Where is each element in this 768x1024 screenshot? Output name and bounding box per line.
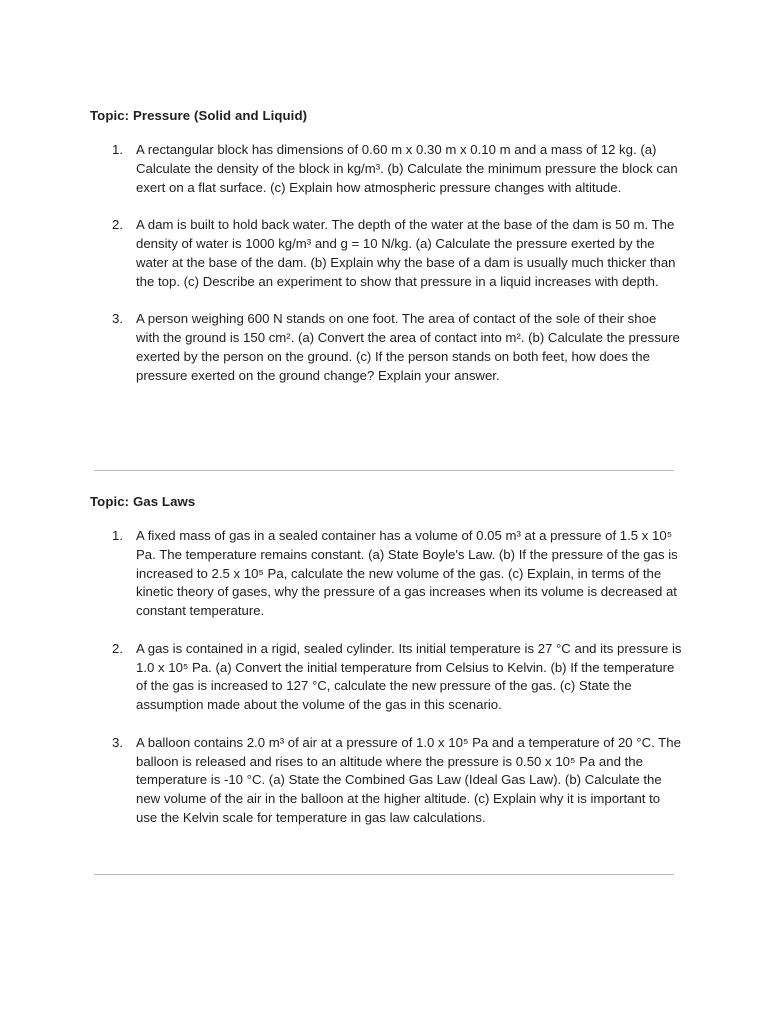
question-item xyxy=(90,216,690,291)
section-pressure xyxy=(90,106,690,404)
question-text: A balloon contains 2.0 m³ of air at a pressure of 1.0 x 10⁵ Pa and a temperature of 20 °C. The balloon is released and rises to an altitude where the pressure is 0.50 x 10⁵ Pa and the temperature is -10 °C. (a) State the Combined Gas Law (Ideal Gas Law). (b) Calculate the new volume of the air in the balloon at the higher altitude. (c) Explain why it is important to use the Kelvin scale for temperature in gas law calculations. xyxy=(136,734,681,825)
question-item xyxy=(90,640,690,715)
question-number: 3. xyxy=(112,311,123,327)
question-text: A dam is built to hold back water. The depth of the water at the base of the dam is 50 m. The density of water is 1000 kg/m³ and g = 10 N/kg. (a) Calculate the pressure exerted by the water at the base of the dam. (b) Explain why the base of a dam is usually much thicker than the top. (c) Describe an experiment to show that pressure in a liquid increases with depth. xyxy=(136,217,676,289)
question-text: A fixed mass of gas in a sealed container has a volume of 0.05 m³ at a pressure of 1.5 x 10⁵ Pa. The temperature remains constant. (a) State Boyle's Law. (b) If the pressure of the gas is increased to 2.5 x 10⁵ Pa, calculate the new volume of the gas. (c) Explain, in terms of the kinetic theory of gases, why the pressure of a gas increases when its volume is decreased at constant temperature. xyxy=(136,528,678,619)
section-heading: Topic: Pressure (Solid and Liquid) xyxy=(90,108,308,123)
question-item xyxy=(90,310,690,385)
question-item xyxy=(90,141,690,197)
question-number: 1. xyxy=(112,528,123,543)
section-heading: Topic: Gas Laws xyxy=(90,494,196,509)
question-number: 3. xyxy=(112,734,123,750)
question-number: 2. xyxy=(112,640,123,656)
question-number: 1. xyxy=(112,142,123,157)
question-list xyxy=(90,527,690,828)
question-text: A person weighing 600 N stands on one foot. The area of contact of the sole of their shoe with the ground is 150 cm². (a) Convert the area of contact into m². (b) Calculate the pressure exerted by the person on the ground. (c) If the person stands on both feet, how does the pressure exerted on the ground change? Explain your answer. xyxy=(136,311,680,383)
section-divider xyxy=(94,874,674,875)
question-text: A rectangular block has dimensions of 0.60 m x 0.30 m x 0.10 m and a mass of 12 kg. (a) Calculate the density of the block in kg/m³. (b) Calculate the minimum pressure the block can exert on a flat surface. (c) Explain how atmospheric pressure changes with altitude. xyxy=(136,142,678,195)
question-number: 2. xyxy=(112,217,123,233)
section-divider xyxy=(94,470,674,471)
question-item xyxy=(90,527,690,621)
question-list xyxy=(90,141,690,385)
question-item xyxy=(90,734,690,828)
section-gas-laws xyxy=(90,492,690,847)
question-text: A gas is contained in a rigid, sealed cylinder. Its initial temperature is 27 °C and its pressure is 1.0 x 10⁵ Pa. (a) Convert the initial temperature from Celsius to Kelvin. (b) If the temperature of the gas is increased to 127 °C, calculate the new pressure of the gas. (c) State the assumption made about the volume of the gas in this scenario. xyxy=(136,640,682,713)
